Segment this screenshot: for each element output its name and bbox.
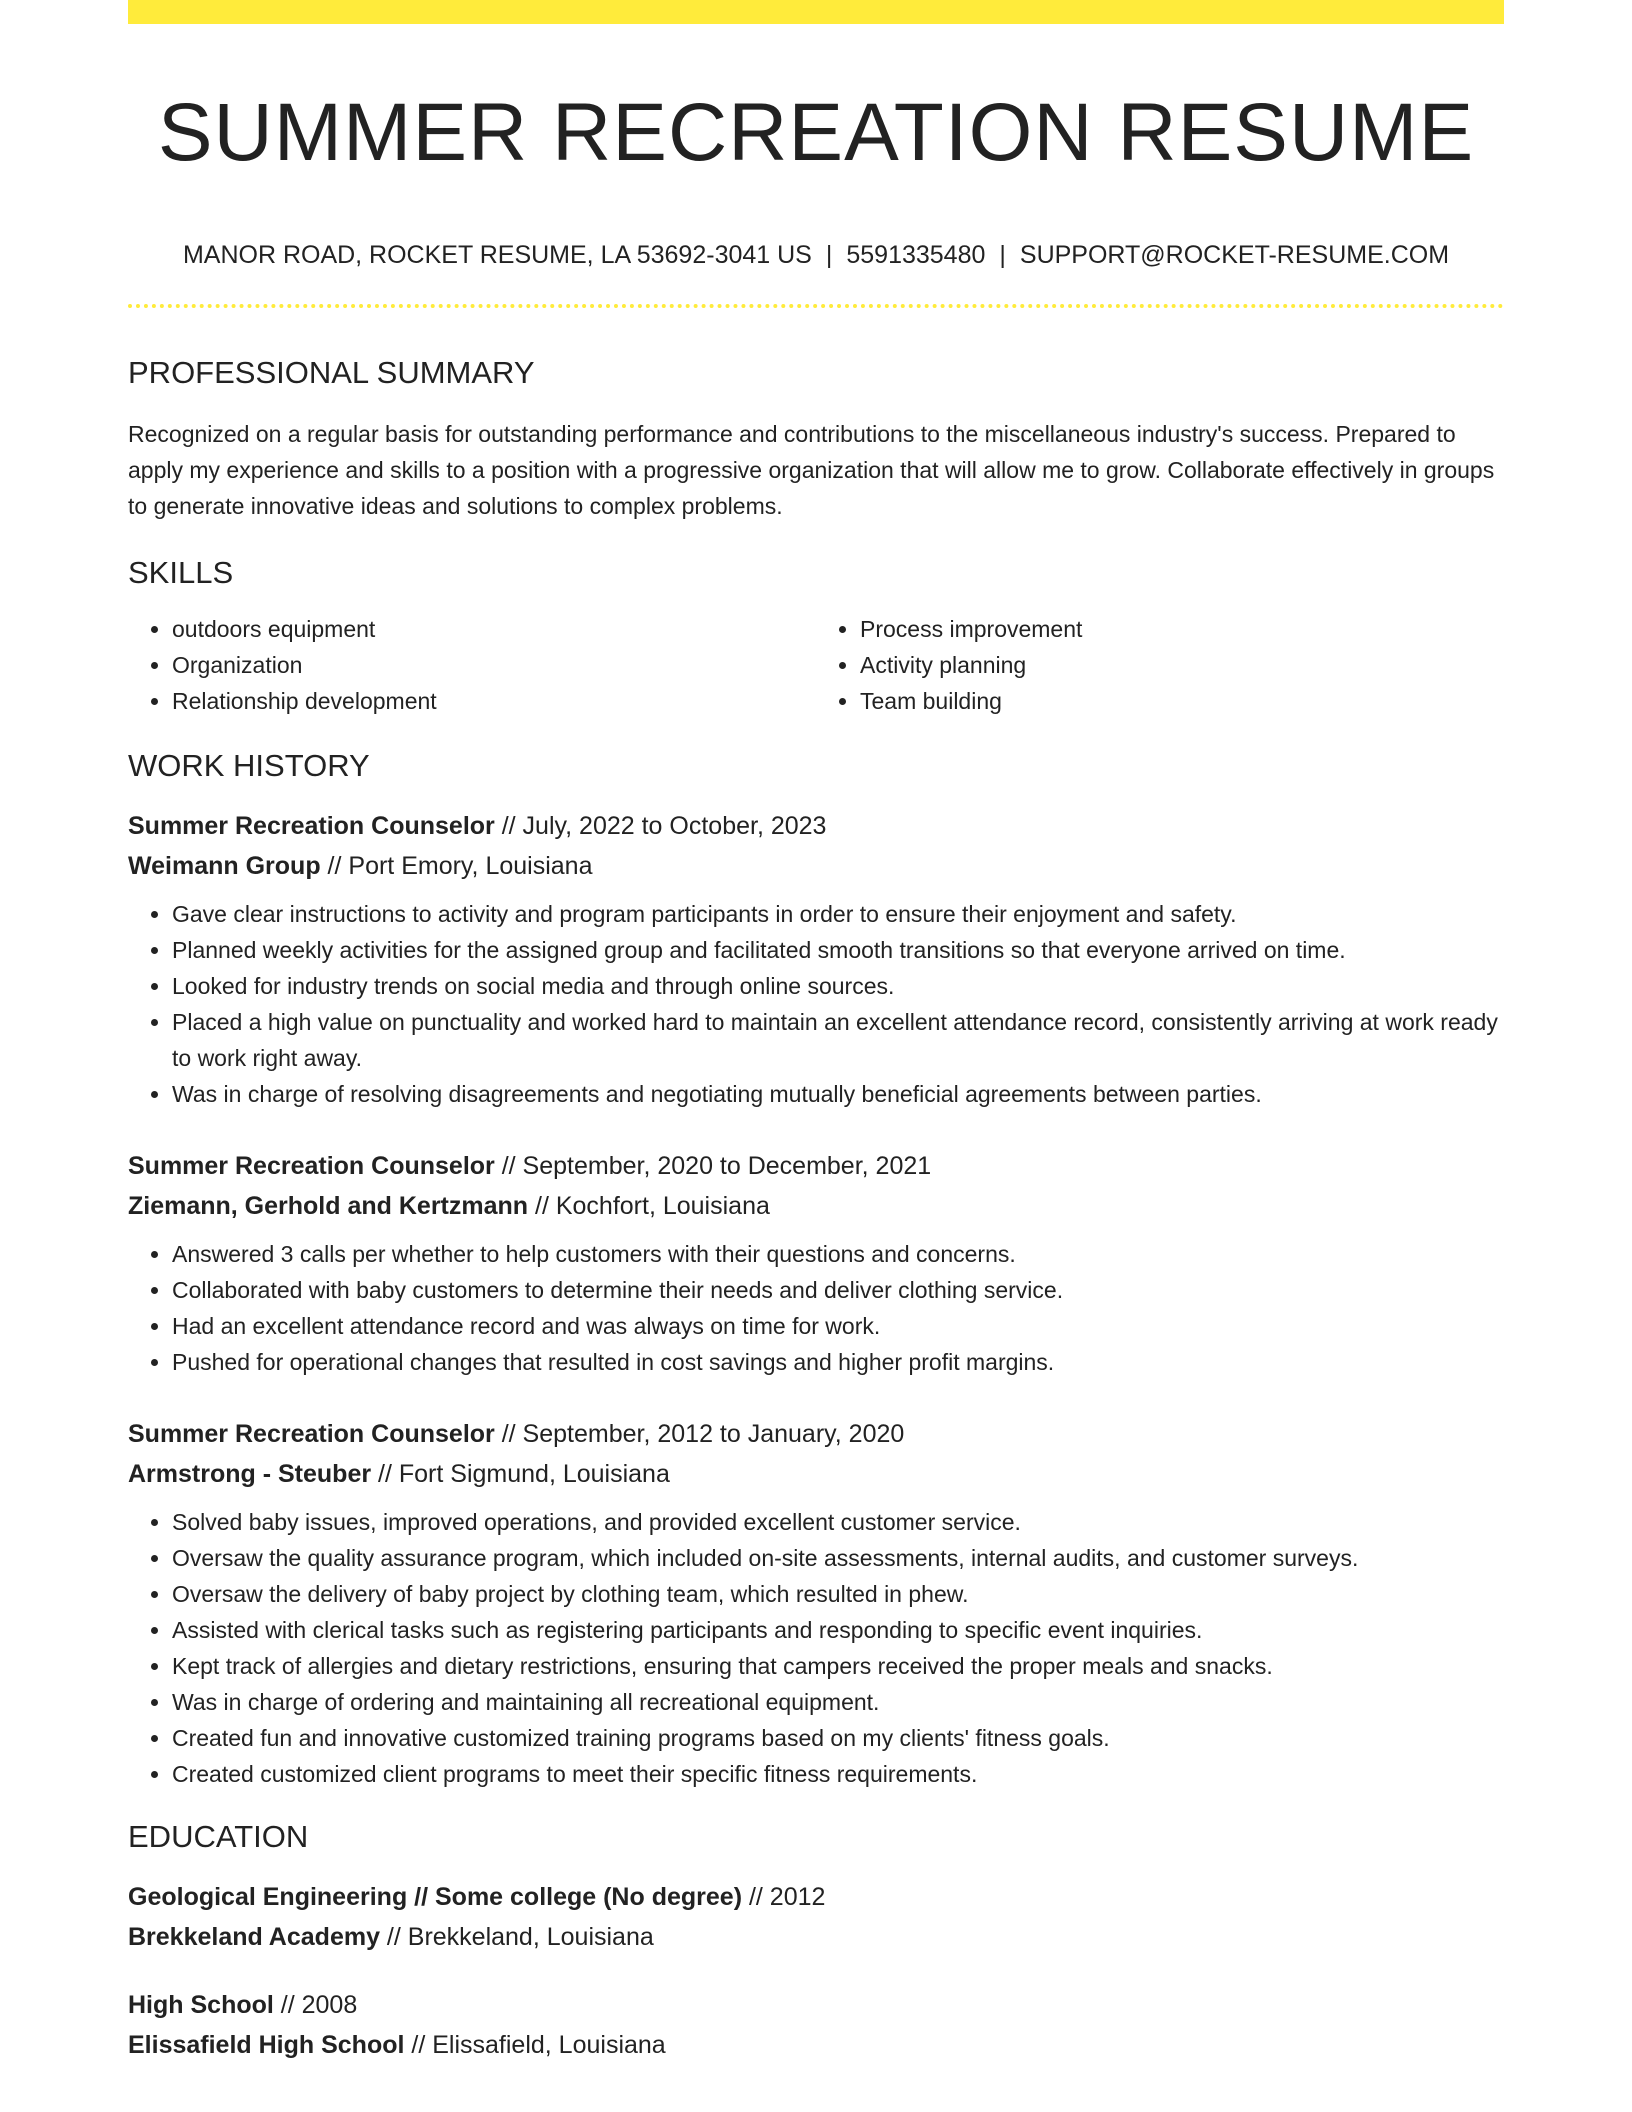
job-company: Ziemann, Gerhold and Kertzmann [128,1191,529,1220]
job-bullets [128,896,1504,1112]
skills-column-right [816,611,1504,719]
education-school: Elissafield High School [128,2031,405,2060]
job-bullets [128,1236,1504,1380]
job-bullet: • Looked for industry trends on social media and through online sources. [172,968,1504,1004]
top-accent-bar [128,0,1504,24]
skill-item: • Team building [860,683,1504,719]
job-role-line [128,1414,1504,1454]
education-location: // Brekkeland, Louisiana [379,1923,654,1952]
job-company-line [128,1186,1504,1226]
resume-title: SUMMER RECREATION RESUME [157,87,1475,178]
job-entry [128,1414,1504,1792]
job-company-line [128,1454,1504,1494]
job-company: Weimann Group [128,851,321,880]
education-entry [128,1877,1504,1957]
job-bullet: • Was in charge of resolving disagreements and negotiating mutually beneficial agreements between parties. [172,1076,1504,1112]
job-dates: // September, 2020 to December, 2021 [494,1151,932,1180]
job-role-line [128,806,1504,846]
skill-item: • Relationship development [172,683,816,719]
skills-list [128,611,1504,719]
skill-item: • Process improvement [860,611,1504,647]
job-role: Summer Recreation Counselor [128,1151,495,1180]
job-bullet: • Gave clear instructions to activity and program participants in order to ensure their enjoyment and safety. [172,896,1504,932]
education-degree-line [128,1985,1504,2025]
contact-line [128,240,1504,270]
job-bullet: • Collaborated with baby customers to determine their needs and deliver clothing service. [172,1272,1504,1308]
job-bullet: • Answered 3 calls per whether to help customers with their questions and concerns. [172,1236,1504,1272]
education-year: // 2008 [273,1991,358,2020]
job-dates: // September, 2012 to January, 2020 [494,1419,905,1448]
job-company-line [128,846,1504,886]
section-title-work-history: WORK HISTORY [128,747,370,783]
contact-separator: | [825,241,833,270]
skill-item: • Activity planning [860,647,1504,683]
job-bullet: • Kept track of allergies and dietary restrictions, ensuring that campers received the proper meals and snacks. [172,1648,1504,1684]
skill-item: • Organization [172,647,816,683]
dotted-divider [128,304,1504,308]
job-bullet: • Planned weekly activities for the assigned group and facilitated smooth transitions so that everyone arrived on time. [172,932,1504,968]
job-bullet: • Had an excellent attendance record and was always on time for work. [172,1308,1504,1344]
contact-separator: | [999,241,1006,270]
job-entry [128,1146,1504,1380]
section-title-education: EDUCATION [128,1818,309,1854]
section-title-summary: PROFESSIONAL SUMMARY [128,355,535,391]
job-role: Summer Recreation Counselor [128,811,495,840]
contact-address: MANOR ROAD, ROCKET RESUME, LA 53692-3041 US [182,241,812,270]
education-degree: Geological Engineering // Some college (No degree) [128,1883,743,1912]
education-entry [128,1985,1504,2065]
job-bullet: • Oversaw the quality assurance program, which included on-site assessments, internal audits, and customer surveys. [172,1540,1504,1576]
education-school-line [128,1917,1504,1957]
job-bullet: • Pushed for operational changes that resulted in cost savings and higher profit margins. [172,1344,1504,1380]
education-year: // 2012 [742,1883,826,1912]
job-bullet: • Solved baby issues, improved operations, and provided excellent customer service. [172,1504,1504,1540]
education-school: Brekkeland Academy [128,1923,380,1952]
job-bullet: • Created fun and innovative customized training programs based on my clients' fitness goals. [172,1720,1504,1756]
job-role: Summer Recreation Counselor [128,1419,495,1448]
summary-text: Recognized on a regular basis for outstanding performance and contributions to the miscellaneous industry's success. Prepared to apply my experience and skills to a position with a progressive organization that will allow me to grow. Collaborate effectively in groups to generate innovative ideas and solutions to complex problems. [128,420,1495,519]
job-role-line [128,1146,1504,1186]
job-bullet: • Placed a high value on punctuality and worked hard to maintain an excellent attendance record, consistently arriving at work ready to work right away. [172,1004,1504,1076]
job-entry [128,806,1504,1112]
education-location: // Elissafield, Louisiana [404,2031,666,2060]
education-school-line [128,2025,1504,2065]
education-degree-line [128,1877,1504,1917]
contact-email: SUPPORT@ROCKET-RESUME.COM [1019,241,1450,270]
skills-column-left [128,611,816,719]
job-bullet: • Oversaw the delivery of baby project by clothing team, which resulted in phew. [172,1576,1504,1612]
resume-page [128,0,1504,2065]
job-location: // Fort Sigmund, Louisiana [371,1459,670,1488]
job-location: // Port Emory, Louisiana [320,851,593,880]
job-bullet: • Assisted with clerical tasks such as registering participants and responding to specific event inquiries. [172,1612,1504,1648]
education-degree: High School [128,1991,274,2020]
job-dates: // July, 2022 to October, 2023 [494,811,827,840]
job-bullet: • Created customized client programs to meet their specific fitness requirements. [172,1756,1504,1792]
contact-phone: 5591335480 [846,241,986,270]
job-location: // Kochfort, Louisiana [528,1191,770,1220]
skill-item: • outdoors equipment [172,611,816,647]
job-company: Armstrong - Steuber [128,1459,372,1488]
job-bullet: • Was in charge of ordering and maintaining all recreational equipment. [172,1684,1504,1720]
job-bullets [128,1504,1504,1792]
section-title-skills: SKILLS [128,554,234,590]
